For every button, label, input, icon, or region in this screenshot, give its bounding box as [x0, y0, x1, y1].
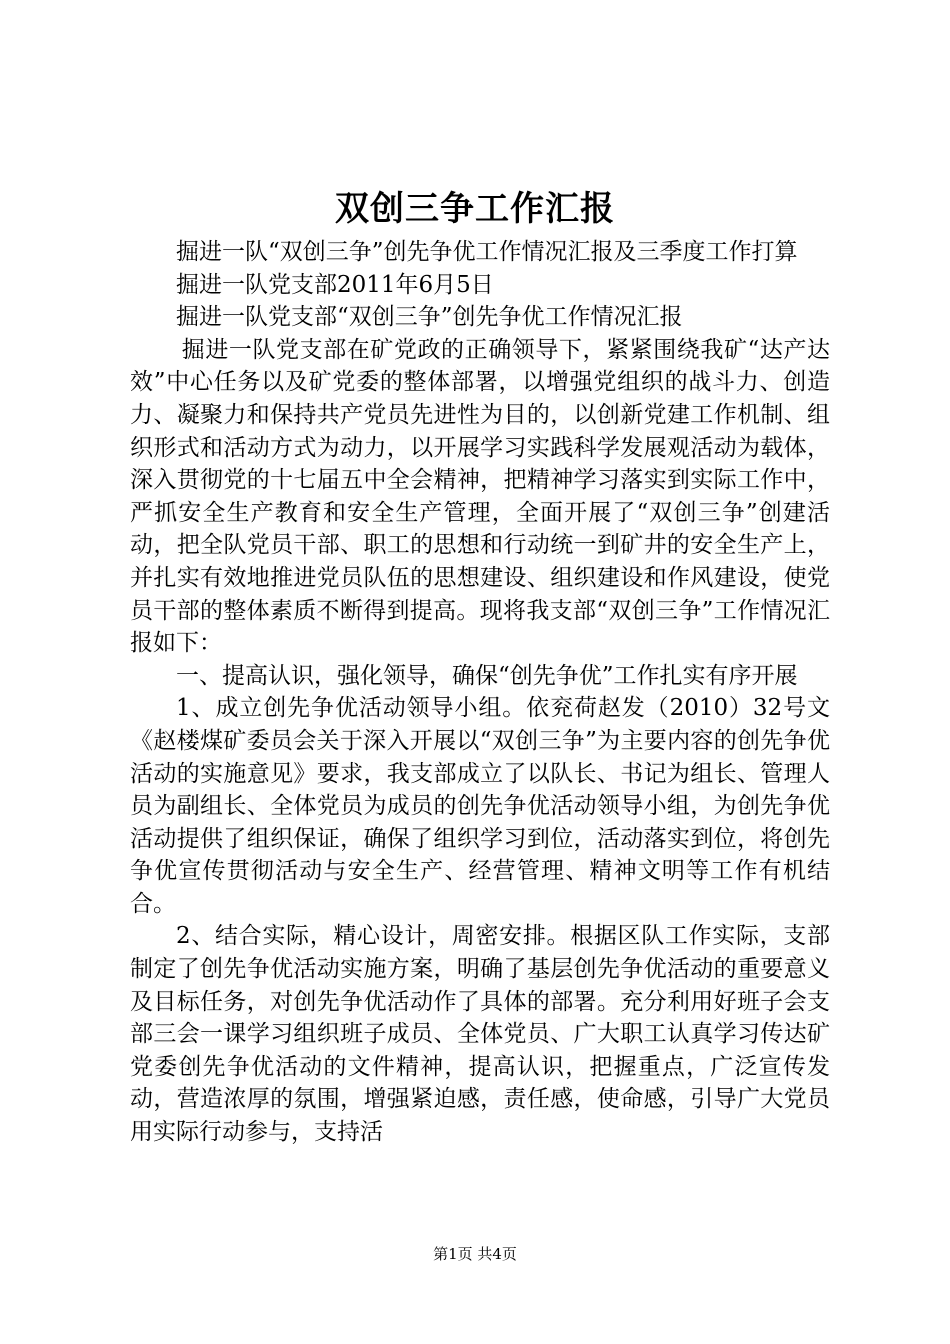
- paragraph-intro: 掘进一队党支部在矿党政的正确领导下，紧紧围绕我矿“达产达效”中心任务以及矿党委的整体部署，以增强党组织的战斗力、创造力、凝聚力和保持共产党员先进性为目的，以创新党建工作机制、组织形式和活动方式为动力，以开展学习实践科学发展观活动为载体，深入贯彻党的十七届五中全会精神，把精神学习落实到实际工作中，严抓安全生产教育和安全生产管理，全面开展了“双创三争”创建活动，把全队党员干部、职工的思想和行动统一到矿井的安全生产上，并扎实有效地推进党员队伍的思想建设、组织建设和作风建设，使党员干部的整体素质不断得到提高。现将我支部“双创三争”工作情况汇报如下：: [130, 336, 830, 657]
- paragraph-byline: 掘进一队党支部2011年6月5日: [176, 271, 494, 298]
- page-footer: 第1页 共4页: [433, 1245, 517, 1263]
- document-body: [130, 236, 830, 1149]
- section-heading: 一、提高认识，强化领导，确保“创先争优”工作扎实有序开展: [176, 662, 798, 689]
- paragraph-item-1: 1、成立创先争优活动领导小组。依兖荷赵发（2010）32号文《赵楼煤矿委员会关于深入开展以“双创三争”为主要内容的创先争优活动的实施意见》要求，我支部成立了以队长、书记为组长、管理人员为副组长、全体党员为成员的创先争优活动领导小组，为创先争优活动提供了组织保证，确保了组织学习到位，活动落实到位，将创先争优宣传贯彻活动与安全生产、经营管理、精神文明等工作有机结合。: [130, 695, 830, 917]
- paragraph-subtitle: 掘进一队“双创三争”创先争优工作情况汇报及三季度工作打算: [176, 239, 798, 265]
- paragraph-heading: 掘进一队党支部“双创三争”创先争优工作情况汇报: [176, 304, 683, 331]
- page-title: 双创三争工作汇报: [335, 189, 615, 229]
- paragraph-item-2: 2、结合实际，精心设计，周密安排。根据区队工作实际，支部制定了创先争优活动实施方案，明确了基层创先争优活动的重要意义及目标任务，对创先争优活动作了具体的部署。充分利用好班子会支部三会一课学习组织班子成员、全体党员、广大职工认真学习传达矿党委创先争优活动的文件精神，提高认识，把握重点，广泛宣传发动，营造浓厚的氛围，增强紧迫感，责任感，使命感，引导广大党员用实际行动参与，支持活: [130, 923, 830, 1146]
